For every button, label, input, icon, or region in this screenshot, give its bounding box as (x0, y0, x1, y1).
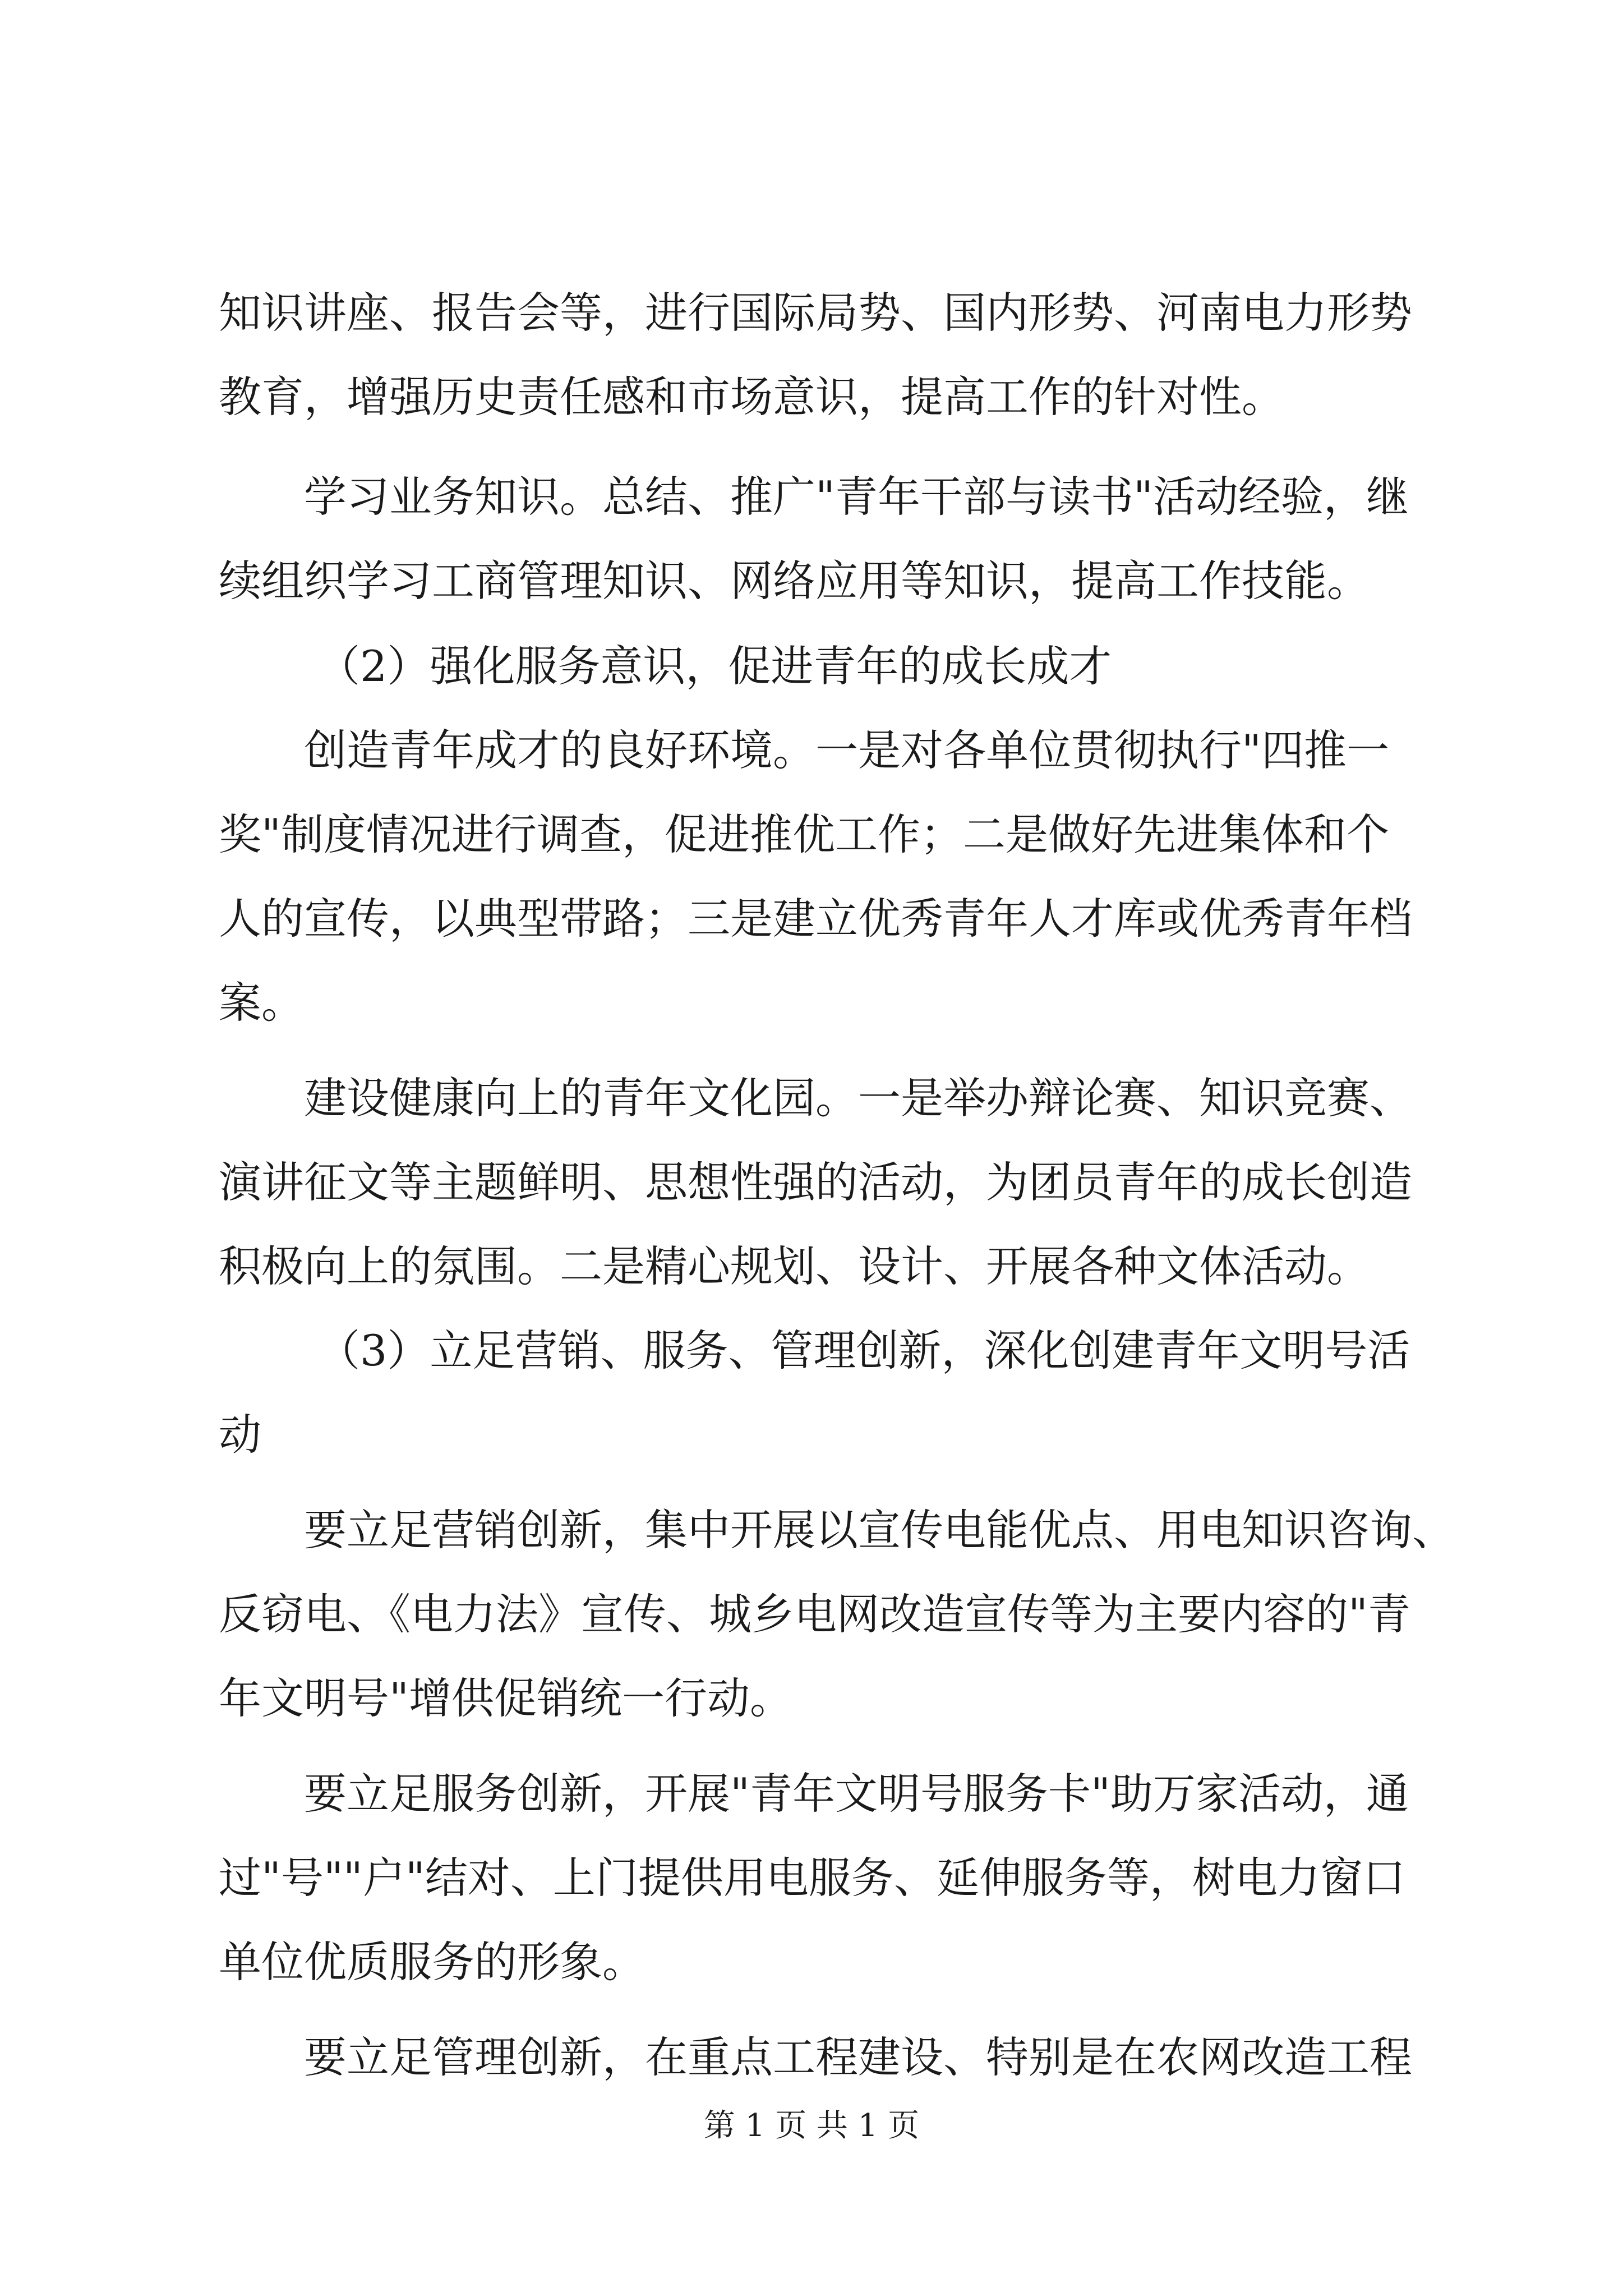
text-line: 动 (219, 1410, 261, 1460)
text-line: 奖"制度情况进行调查，促进推优工作；二是做好先进集体和个 (219, 809, 1389, 859)
text-line: 续组织学习工商管理知识、网络应用等知识，提高工作技能。 (219, 556, 1370, 606)
section-heading: （2）强化服务意识，促进青年的成长成才 (317, 641, 1112, 691)
text-line: 教育，增强历史责任感和市场意识，提高工作的针对性。 (219, 372, 1284, 422)
text-line: 年文明号"增供促销统一行动。 (219, 1673, 792, 1723)
section-heading: （3）立足营销、服务、管理创新，深化创建青年文明号活 (317, 1326, 1410, 1375)
page-footer: 第 1 页 共 1 页 (703, 2108, 920, 2144)
text-line: 过"号""户"结对、上门提供用电服务、延伸服务等，树电力窗口 (219, 1853, 1405, 1903)
text-line: 知识讲座、报告会等，进行国际局势、国内形势、河南电力形势 (219, 288, 1412, 338)
text-line: 单位优质服务的形象。 (219, 1937, 645, 1987)
text-line: 要立足服务创新，开展"青年文明号服务卡"助万家活动，通 (304, 1769, 1409, 1819)
text-line: 建设健康向上的青年文化园。一是举办辩论赛、知识竞赛、 (304, 1073, 1412, 1123)
text-line: 要立足营销创新，集中开展以宣传电能优点、用电知识咨询、 (304, 1505, 1455, 1555)
text-line: 演讲征文等主题鲜明、思想性强的活动，为团员青年的成长创造 (219, 1157, 1412, 1207)
text-line: 创造青年成才的良好环境。一是对各单位贯彻执行"四推一 (304, 725, 1389, 775)
text-line: 人的宣传，以典型带路；三是建立优秀青年人才库或优秀青年档 (219, 894, 1412, 944)
text-line: 案。 (219, 978, 304, 1028)
text-line: 积极向上的氛围。二是精心规划、设计、开展各种文体活动。 (219, 1241, 1370, 1291)
text-line: 学习业务知识。总结、推广"青年干部与读书"活动经验，继 (304, 472, 1409, 522)
text-line: 要立足管理创新，在重点工程建设、特别是在农网改造工程 (304, 2032, 1412, 2082)
text-line: 反窃电、《电力法》宣传、城乡电网改造宣传等为主要内容的"青 (219, 1589, 1410, 1639)
